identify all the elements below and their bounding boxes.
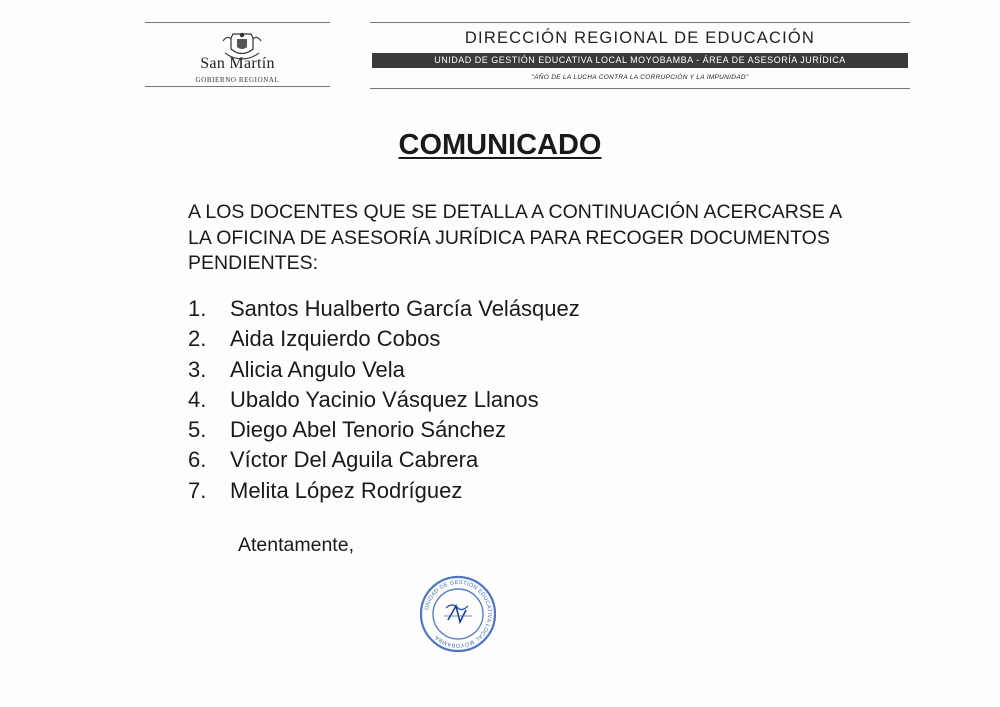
closing-text: Atentamente, [238, 534, 354, 556]
list-item [188, 326, 580, 356]
logo-bottom-rule [145, 86, 330, 87]
regional-government-logo [145, 22, 330, 84]
document-title: COMUNICADO [398, 129, 602, 161]
list-item [188, 478, 580, 508]
official-seal-stamp-icon [418, 574, 498, 654]
list-number: 4. [188, 386, 207, 412]
intro-line: A LOS DOCENTES QUE SE DETALLA A CONTINUACIÓN ACERCARSE A [188, 201, 843, 223]
intro-paragraph [188, 200, 928, 277]
list-item [188, 387, 580, 417]
institution-title: DIRECCIÓN REGIONAL DE EDUCACIÓN [464, 29, 816, 47]
institution-unit-bar: UNIDAD DE GESTIÓN EDUCATIVA LOCAL MOYOBAMBA - ÁREA DE ASESORÍA JURÍDICA [372, 53, 908, 68]
list-item [188, 447, 580, 477]
list-item [188, 417, 580, 447]
intro-line: LA OFICINA DE ASESORÍA JURÍDICA PARA RECOGER DOCUMENTOS [188, 226, 830, 249]
list-number: 1. [188, 296, 207, 321]
year-motto: "AÑO DE LA LUCHA CONTRA LA CORRUPCIÓN Y LA IMPUNIDAD" [531, 74, 749, 81]
logo-brand-name: San Martín [200, 55, 275, 72]
teacher-list [188, 296, 580, 508]
stamp-ring-text: UNIDAD DE GESTIÓN EDUCATIVA LOCAL MOYOBAMBA [424, 579, 493, 649]
logo-brand-subtitle: GOBIERNO REGIONAL [195, 76, 280, 84]
list-item [188, 357, 580, 387]
institution-top-rule [370, 22, 910, 23]
teacher-name: Diego Abel Tenorio Sánchez [230, 417, 507, 443]
list-number: 2. [188, 326, 207, 352]
institution-bottom-rule [370, 88, 910, 89]
teacher-name: Víctor Del Aguila Cabrera [230, 447, 479, 473]
list-item [188, 296, 580, 326]
intro-line: PENDIENTES: [188, 252, 319, 274]
list-number: 3. [188, 356, 207, 382]
teacher-name: Ubaldo Yacinio Vásquez Llanos [230, 386, 539, 412]
list-number: 5. [188, 417, 207, 443]
teacher-name: Melita López Rodríguez [230, 477, 463, 503]
teacher-name: Alicia Angulo Vela [230, 356, 405, 382]
teacher-name: Aida Izquierdo Cobos [230, 326, 441, 352]
logo-top-rule [145, 22, 330, 23]
teacher-name: Santos Hualberto García Velásquez [230, 296, 580, 321]
list-number: 6. [188, 447, 207, 473]
institution-header [370, 22, 910, 90]
list-number: 7. [188, 477, 207, 503]
